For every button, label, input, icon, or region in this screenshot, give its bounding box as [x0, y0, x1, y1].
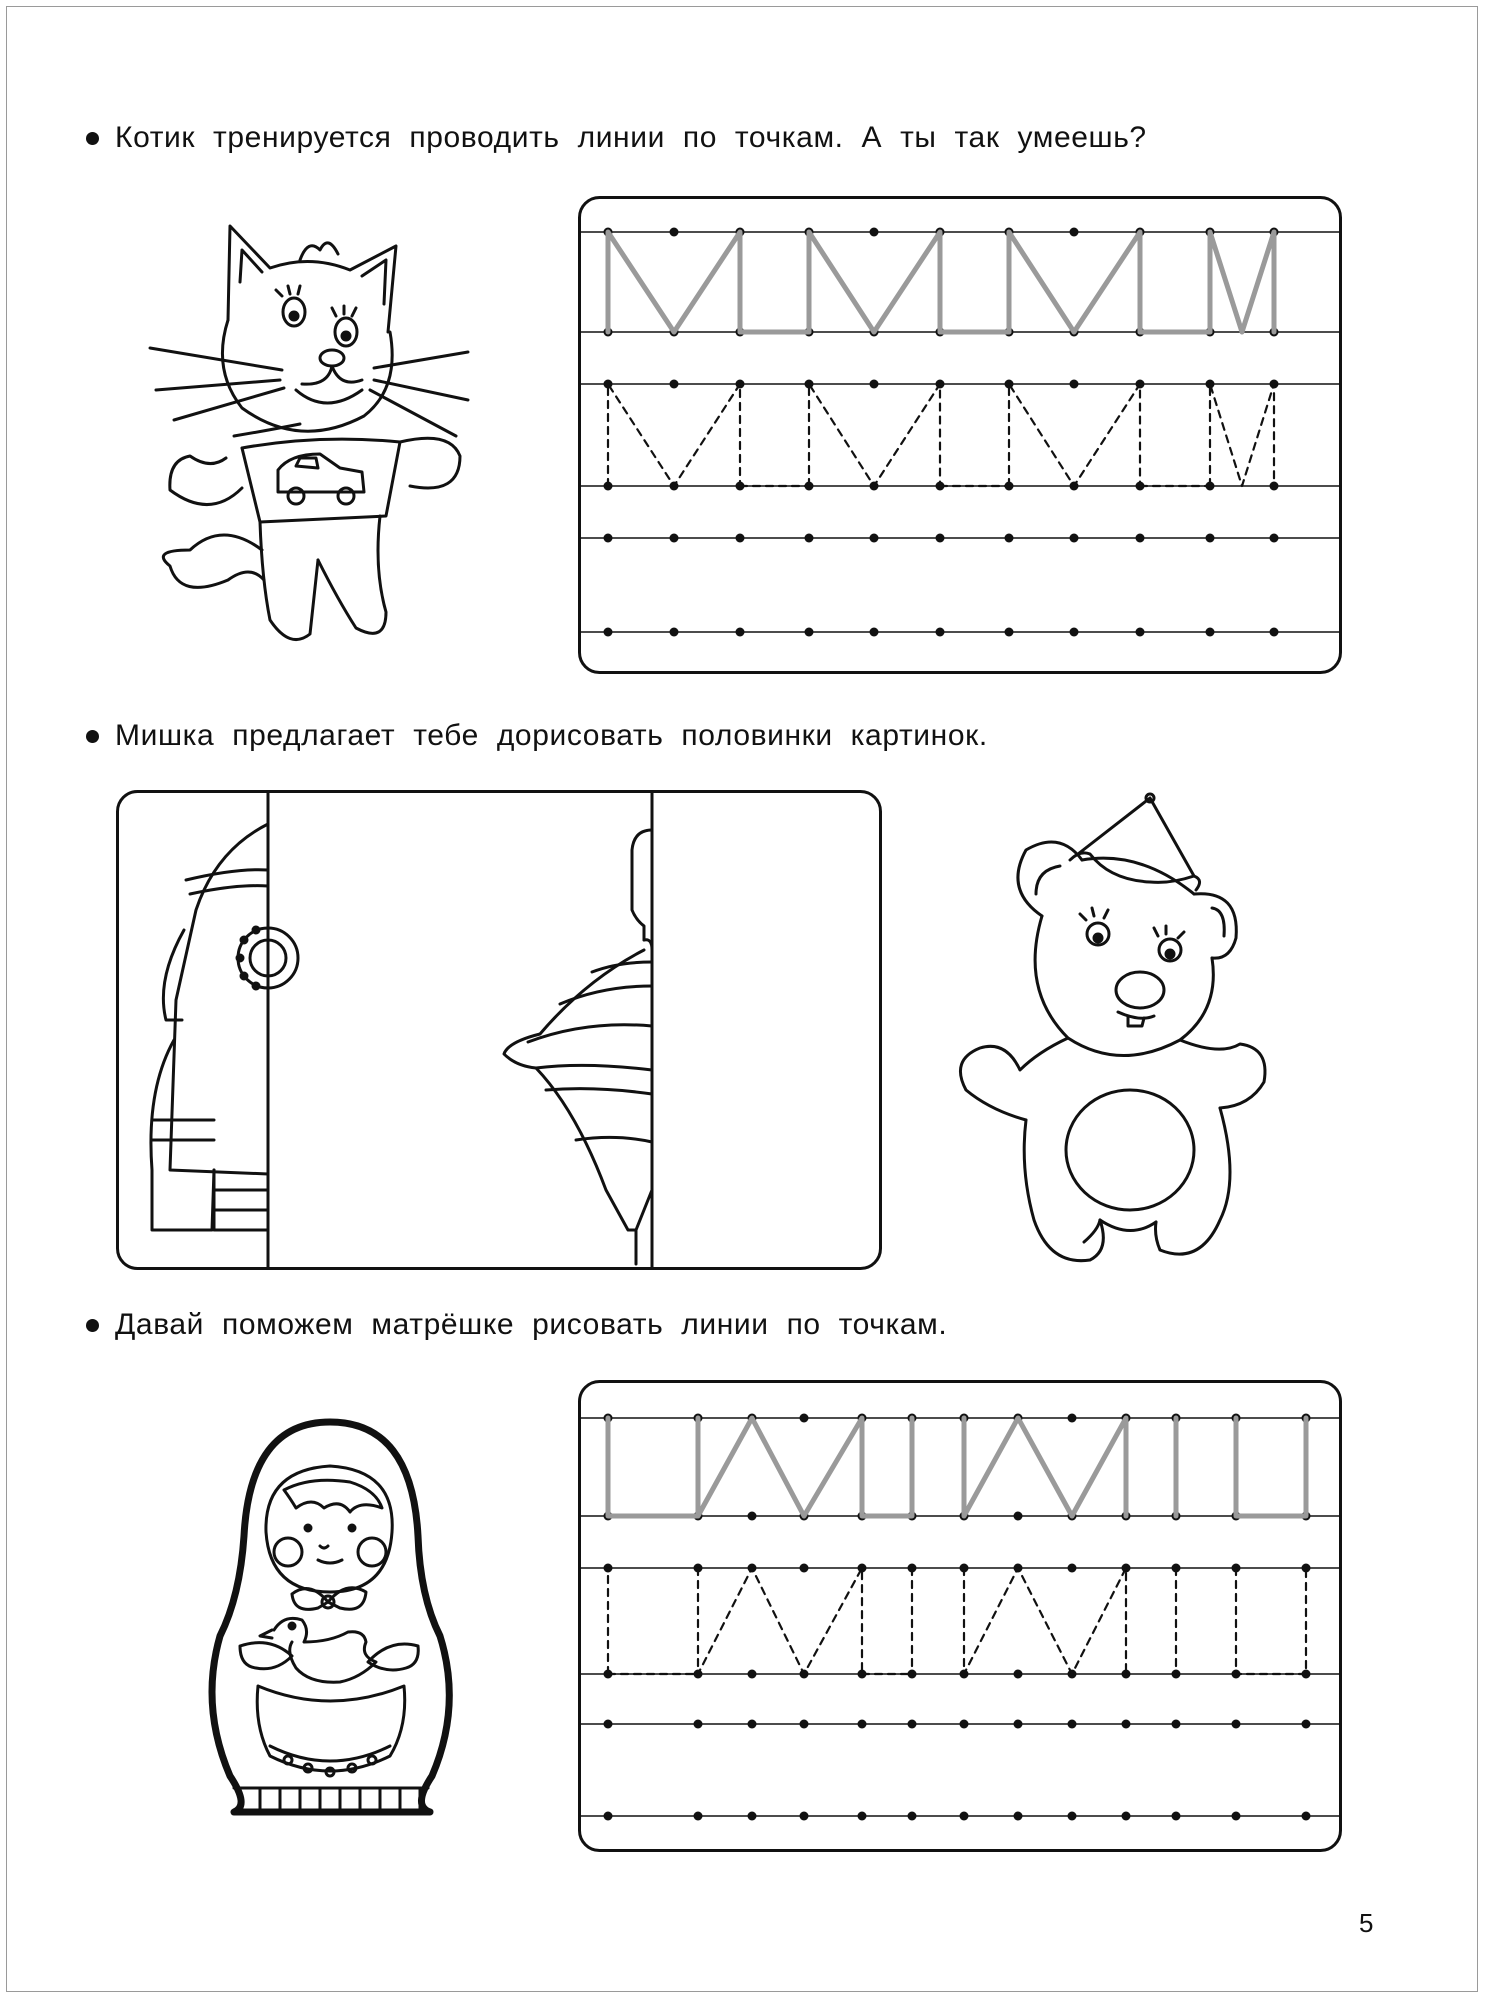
guide-dot	[1014, 1512, 1023, 1521]
guide-dot	[805, 534, 814, 543]
guide-dot	[748, 1720, 757, 1729]
task-3-instruction	[115, 1305, 947, 1345]
guide-dot	[960, 1812, 969, 1821]
guide-dot	[736, 534, 745, 543]
bullet-icon	[86, 730, 99, 743]
tracing-frame	[580, 1382, 1341, 1851]
guide-dot	[870, 380, 879, 389]
guide-dot	[748, 1512, 757, 1521]
half-rocket-drawing	[151, 824, 298, 1230]
guide-dot	[1302, 1720, 1311, 1729]
tracing-box-iv	[578, 1380, 1342, 1852]
guide-dot	[858, 1812, 867, 1821]
bullet-icon	[86, 1319, 99, 1332]
half-pictures-frame	[118, 792, 881, 1269]
guide-dot	[670, 628, 679, 637]
task-1-text: Котик тренируется проводить линии по точкам. А ты так умеешь?	[115, 121, 1147, 154]
guide-dot	[736, 628, 745, 637]
half-pictures-box	[116, 790, 882, 1270]
guide-dot	[1005, 534, 1014, 543]
guide-dot	[1068, 1564, 1077, 1573]
letter-m-dashed	[608, 384, 1274, 486]
guide-dot	[870, 628, 879, 637]
bullet-icon	[86, 132, 99, 145]
guide-dot	[800, 1720, 809, 1729]
guide-dot	[936, 534, 945, 543]
cat-illustration	[150, 220, 470, 660]
guide-dot	[1172, 1720, 1181, 1729]
guide-dot	[748, 1812, 757, 1821]
guide-dot	[1232, 1812, 1241, 1821]
guide-dot	[870, 228, 879, 237]
guide-dot	[670, 228, 679, 237]
guide-dot	[1122, 1812, 1131, 1821]
guide-dot	[1172, 1812, 1181, 1821]
task-1-instruction	[115, 118, 1147, 158]
task-3-text: Давай поможем матрёшке рисовать линии по точкам.	[115, 1308, 948, 1341]
guide-dot	[1302, 1812, 1311, 1821]
guide-dot	[936, 628, 945, 637]
guide-dot	[800, 1812, 809, 1821]
guide-dot	[1068, 1720, 1077, 1729]
guide-dot	[1122, 1720, 1131, 1729]
tracing-box-m	[578, 196, 1342, 674]
guide-dot	[1014, 1812, 1023, 1821]
guide-dot	[858, 1720, 867, 1729]
guide-dot	[1206, 628, 1215, 637]
guide-dot	[604, 1812, 613, 1821]
guide-dot	[1005, 628, 1014, 637]
guide-dot	[1068, 1812, 1077, 1821]
guide-dot	[748, 1670, 757, 1679]
guide-dot	[604, 534, 613, 543]
iv-pattern-guide	[608, 1418, 1306, 1516]
guide-dot	[670, 380, 679, 389]
guide-dot	[908, 1720, 917, 1729]
guide-dot	[1136, 628, 1145, 637]
guide-dot	[1070, 534, 1079, 543]
guide-dot	[1136, 534, 1145, 543]
matryoshka-illustration	[200, 1416, 460, 1832]
guide-dot	[1070, 380, 1079, 389]
page-number: 5	[1359, 1908, 1374, 1938]
guide-dot	[1070, 628, 1079, 637]
bear-illustration	[950, 790, 1270, 1270]
task-2-text: Мишка предлагает тебе дорисовать половинки картинок.	[115, 719, 988, 752]
guide-dot	[870, 534, 879, 543]
half-spinning-top-drawing	[504, 830, 652, 1264]
guide-dot	[1232, 1720, 1241, 1729]
guide-dot	[694, 1720, 703, 1729]
guide-dot	[1014, 1670, 1023, 1679]
guide-dot	[694, 1812, 703, 1821]
guide-dot	[1068, 1414, 1077, 1423]
guide-dot	[604, 1720, 613, 1729]
iv-pattern-dashed	[608, 1568, 1306, 1674]
guide-dot	[1070, 228, 1079, 237]
guide-dot	[1270, 534, 1279, 543]
guide-dot	[908, 1812, 917, 1821]
guide-dot	[805, 628, 814, 637]
guide-dot	[604, 628, 613, 637]
guide-dot	[1206, 534, 1215, 543]
guide-dot	[800, 1414, 809, 1423]
guide-dot	[960, 1720, 969, 1729]
task-2-instruction	[115, 716, 988, 756]
guide-dot	[1270, 628, 1279, 637]
guide-dot	[800, 1564, 809, 1573]
guide-dot	[670, 534, 679, 543]
guide-dot	[1014, 1720, 1023, 1729]
letter-m-guide	[608, 232, 1274, 332]
